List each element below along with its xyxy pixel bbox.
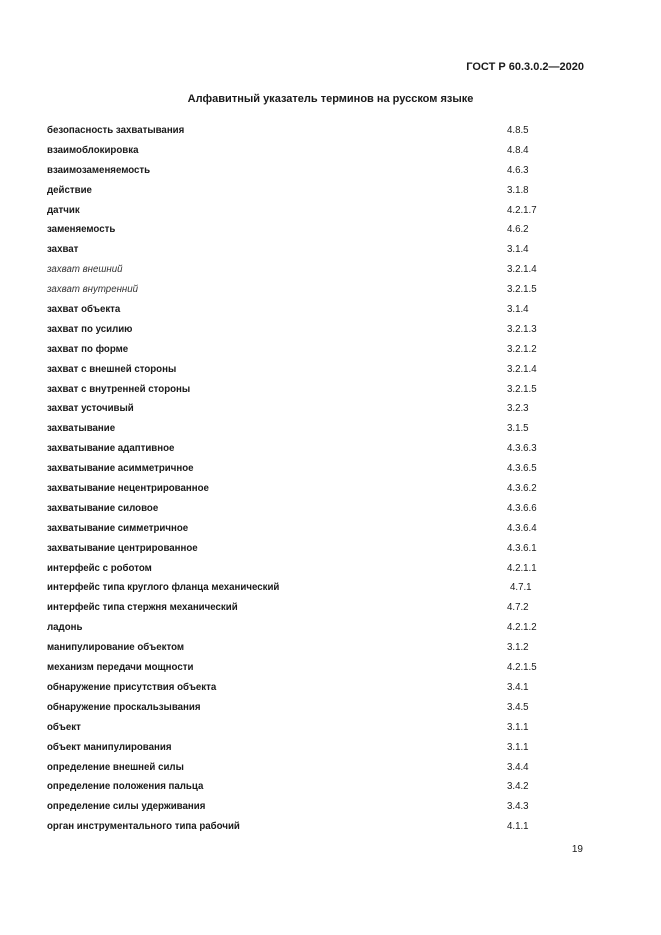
index-term: захват по форме (47, 343, 129, 355)
index-reference: 4.2.1.7 (507, 204, 537, 216)
index-term: заменяемость (47, 224, 116, 236)
index-reference: 3.2.1.2 (507, 343, 537, 355)
index-reference: 3.2.3 (507, 403, 529, 415)
index-entry (47, 360, 567, 380)
index-entry (47, 300, 567, 320)
index-entry (47, 260, 567, 280)
index-entry (47, 141, 567, 161)
index-reference: 4.3.6.4 (507, 522, 537, 534)
index-term: захватывание силовое (47, 502, 159, 514)
index-term: датчик (47, 204, 80, 216)
index-entry (47, 598, 567, 618)
index-entry (47, 380, 567, 400)
index-entry (47, 817, 567, 837)
index-reference: 3.1.1 (507, 741, 529, 753)
index-reference: 3.2.1.5 (507, 383, 537, 395)
index-reference: 4.6.2 (507, 224, 529, 236)
index-entry (47, 459, 567, 479)
index-entry (47, 320, 567, 340)
index-reference: 3.4.4 (507, 761, 529, 773)
index-reference: 3.2.1.4 (507, 363, 537, 375)
index-reference: 4.1.1 (507, 821, 529, 833)
index-reference: 3.4.5 (507, 701, 529, 713)
index-term: механизм передачи мощности (47, 662, 194, 674)
index-term: орган инструментального типа рабочий (47, 821, 240, 833)
index-entry (47, 678, 567, 698)
index-entry (47, 578, 567, 598)
index-reference: 3.4.3 (507, 801, 529, 813)
index-title: Алфавитный указатель терминов на русском языке (187, 93, 474, 105)
term-index-list (47, 121, 567, 837)
index-entry (47, 240, 567, 260)
index-term: захватывание асимметричное (47, 463, 194, 475)
index-term: захват внешний (47, 264, 123, 276)
index-term: интерфейс типа стержня механический (47, 602, 238, 614)
index-reference: 3.4.1 (507, 681, 529, 693)
index-term: захватывание центрированное (47, 542, 198, 554)
index-reference: 3.1.5 (507, 423, 529, 435)
index-entry (47, 220, 567, 240)
index-entry (47, 399, 567, 419)
index-entry (47, 618, 567, 638)
index-entry (47, 638, 567, 658)
index-reference: 3.4.2 (507, 781, 529, 793)
index-entry (47, 658, 567, 678)
index-reference: 3.1.8 (507, 184, 529, 196)
index-term: захватывание адаптивное (47, 443, 175, 455)
index-term: интерфейс с роботом (47, 562, 152, 574)
index-reference: 3.1.2 (507, 642, 529, 654)
index-term: манипулирование объектом (47, 642, 185, 654)
index-term: захватывание (47, 423, 116, 435)
index-entry (47, 519, 567, 539)
index-entry (47, 559, 567, 579)
index-term: определение положения пальца (47, 781, 204, 793)
index-reference: 4.2.1.2 (507, 622, 537, 634)
index-term: захват с внешней стороны (47, 363, 177, 375)
index-term: ладонь (47, 622, 83, 634)
index-term: объект манипулирования (47, 741, 172, 753)
index-term: захват усточивый (47, 403, 134, 415)
index-term: интерфейс типа круглого фланца механический (47, 582, 280, 594)
index-entry (47, 419, 567, 439)
index-entry (47, 738, 567, 758)
index-term: обнаружение проскальзывания (47, 701, 201, 713)
index-reference: 4.2.1.1 (507, 562, 537, 574)
index-entry (47, 718, 567, 738)
index-entry (47, 479, 567, 499)
index-reference: 4.3.6.1 (507, 542, 537, 554)
page-number: 19 (571, 844, 583, 855)
index-term: обнаружение присутствия объекта (47, 681, 217, 693)
index-reference: 4.3.6.6 (507, 502, 537, 514)
index-reference: 4.6.3 (507, 164, 529, 176)
index-reference: 4.7.1 (510, 582, 532, 594)
index-entry (47, 439, 567, 459)
index-term: захват по усилию (47, 323, 133, 335)
index-reference: 3.1.4 (507, 304, 529, 316)
index-entry (47, 499, 567, 519)
index-entry (47, 340, 567, 360)
index-entry (47, 797, 567, 817)
index-reference: 4.8.4 (507, 144, 529, 156)
index-term: захват внутренний (47, 284, 139, 296)
index-entry (47, 280, 567, 300)
index-term: определение внешней силы (47, 761, 184, 773)
index-reference: 4.3.6.5 (507, 463, 537, 475)
index-term: захват объекта (47, 304, 121, 316)
index-term: захват (47, 244, 79, 256)
index-reference: 4.3.6.3 (507, 443, 537, 455)
index-entry (47, 777, 567, 797)
index-reference: 4.2.1.5 (507, 662, 537, 674)
index-term: действие (47, 184, 92, 196)
index-entry (47, 121, 567, 141)
index-reference: 3.2.1.3 (507, 323, 537, 335)
index-reference: 4.8.5 (507, 125, 529, 136)
index-term: определение силы удерживания (47, 801, 206, 813)
index-reference: 4.3.6.2 (507, 483, 537, 495)
index-reference: 3.1.4 (507, 244, 529, 256)
index-term: захватывание нецентрированное (47, 483, 209, 495)
index-reference: 3.2.1.5 (507, 284, 537, 296)
index-term: взаимозаменяемость (47, 164, 151, 176)
index-term: захват с внутренней стороны (47, 383, 191, 395)
index-entry (47, 698, 567, 718)
index-term: захватывание симметричное (47, 522, 189, 534)
index-reference: 3.1.1 (507, 721, 529, 733)
index-term: объект (47, 721, 81, 733)
index-reference: 4.7.2 (507, 602, 529, 614)
index-term: взаимоблокировка (47, 144, 139, 156)
index-entry (47, 161, 567, 181)
index-term: безопасность захватывания (47, 125, 185, 136)
index-entry (47, 758, 567, 778)
index-entry (47, 201, 567, 221)
index-entry (47, 539, 567, 559)
index-entry (47, 181, 567, 201)
index-reference: 3.2.1.4 (507, 264, 537, 276)
document-code: ГОСТ Р 60.3.0.2—2020 (466, 61, 584, 73)
